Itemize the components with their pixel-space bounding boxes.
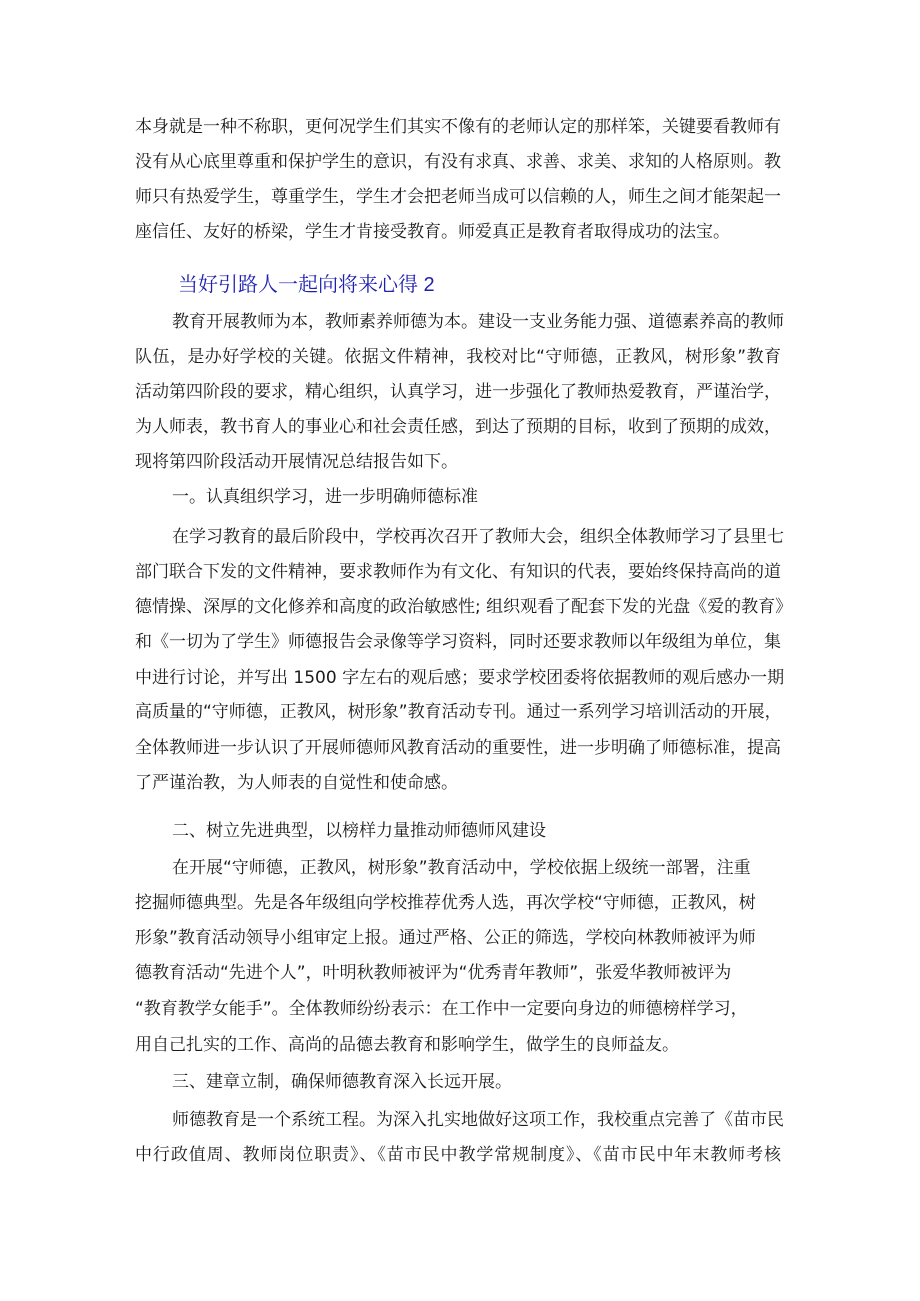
subsection-heading: 一。认真组织学习，进一步明确师德标准 (172, 487, 478, 507)
text-line: 队伍，是办好学校的关键。依据文件精神，我校对比“守师德，正教风，树形象”教育 (135, 347, 781, 367)
text-line: 挖掘师德典型。先是各年级组向学校推荐优秀人选，再次学校“守师德，正教风，树 (135, 893, 756, 913)
text-line: 活动第四阶段的要求，精心组织，认真学习，进一步强化了教师热爱教育，严谨治学， (135, 382, 781, 402)
text-line: 用自己扎实的工作、高尚的品德去教育和影响学生，做学生的良师益友。 (135, 1035, 679, 1055)
text-line: 教育开展教师为本，教师素养师德为本。建设一支业务能力强、道德素养高的教师 (172, 312, 784, 332)
section-heading: 当好引路人一起向将来心得 2 (178, 274, 435, 296)
text-line: 形象”教育活动领导小组审定上报。通过严格、公正的筛选，学校向林教师被评为师 (135, 928, 756, 948)
text-line: “教育教学女能手”。全体教师纷纷表示：在工作中一定要向身边的师德榜样学习， (135, 999, 748, 1019)
subsection-heading: 二、树立先进典型，以榜样力量推动师德师风建设 (172, 821, 546, 841)
text-line: 德情操、深厚的文化修养和高度的政治敏感性; 组织观看了配套下发的光盘《爱的教育》 (135, 597, 793, 617)
text-line: 德教育活动“先进个人”，叶明秋教师被评为“优秀青年教师”，张爱华教师被评为 (135, 963, 732, 983)
text-line: 师德教育是一个系统工程。为深入扎实地做好这项工作，我校重点完善了《苗市民 (172, 1110, 784, 1130)
text-line: 全体教师进一步认识了开展师德师风教育活动的重要性，进一步明确了师德标准，提高 (135, 738, 781, 758)
text-line: 和《一切为了学生》师德报告会录像等学习资料，同时还要求教师以年级组为单位，集 (135, 632, 781, 652)
text-line: 本身就是一种不称职，更何况学生们其实不像有的老师认定的那样笨，关键要看教师有 (135, 117, 781, 137)
text-line: 部门联合下发的文件精神，要求教师作为有文化、有知识的代表，要始终保持高尚的道 (135, 562, 781, 582)
subsection-heading: 三、建章立制，确保师德教育深入长远开展。 (172, 1072, 512, 1092)
text-line: 中进行讨论，并写出 1500 字左右的观后感；要求学校团委将依据教师的观后感办一期 (135, 668, 785, 688)
text-line: 高质量的“守师德，正教风，树形象”教育活动专刊。通过一系列学习培训活动的开展， (135, 702, 782, 722)
text-line: 为人师表，教书育人的事业心和社会责任感，到达了预期的目标，收到了预期的成效， (135, 417, 781, 437)
text-line: 现将第四阶段活动开展情况总结报告如下。 (135, 452, 458, 472)
text-line: 在学习教育的最后阶段中，学校再次召开了教师大会，组织全体教师学习了县里七 (172, 527, 784, 547)
text-line: 中行政值周、教师岗位职责》、《苗市民中教学常规制度》、《苗市民中年末教师考核 (135, 1145, 781, 1165)
text-line: 了严谨治教，为人师表的自觉性和使命感。 (135, 773, 458, 793)
text-line: 座信任、友好的桥梁，学生才肯接受教育。师爱真正是教育者取得成功的法宝。 (135, 222, 730, 242)
text-line: 在开展“守师德，正教风，树形象”教育活动中，学校依据上级统一部署，注重 (172, 858, 751, 878)
text-line: 师只有热爱学生，尊重学生，学生才会把老师当成可以信赖的人，师生之间才能架起一 (135, 187, 781, 207)
text-line: 没有从心底里尊重和保护学生的意识，有没有求真、求善、求美、求知的人格原则。教 (135, 152, 781, 172)
